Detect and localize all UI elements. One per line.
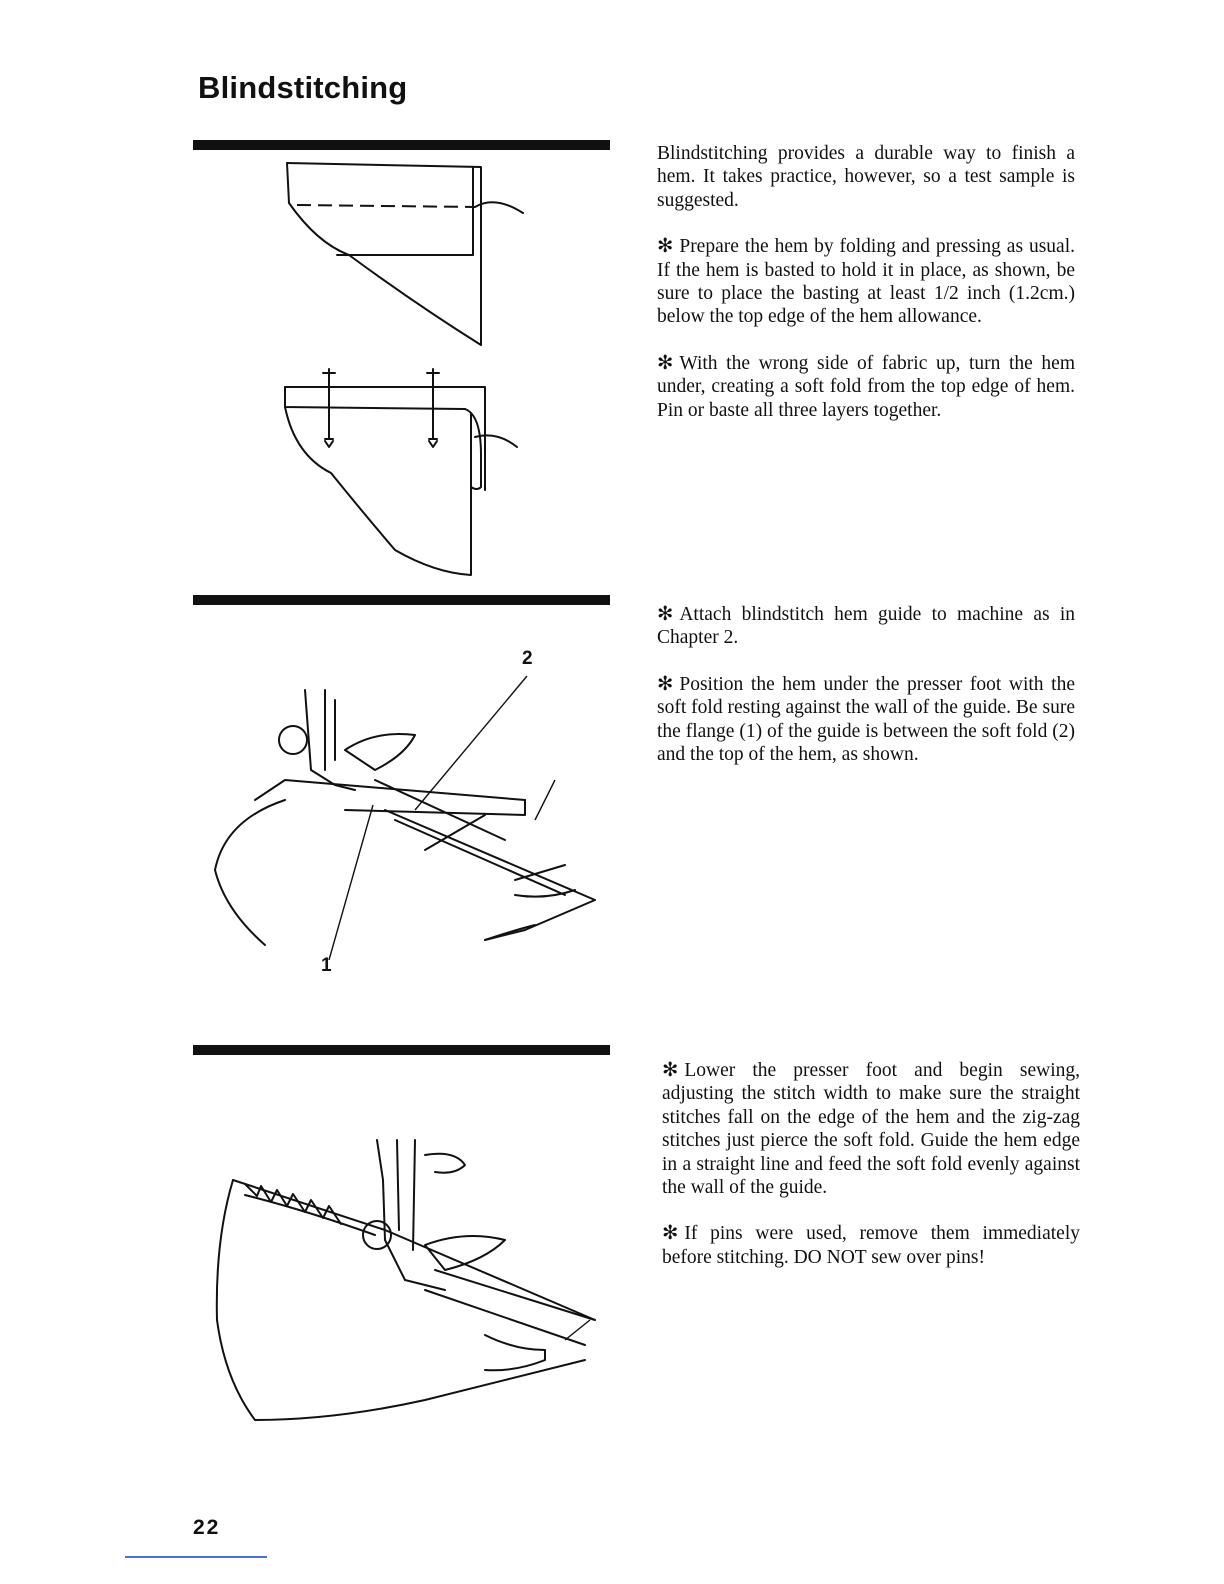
asterisk-icon: ✻ — [662, 1223, 679, 1245]
footer-underline — [125, 1556, 267, 1558]
page-title: Blindstitching — [198, 70, 408, 105]
section-divider-2 — [193, 595, 610, 605]
callout-2-label: 2 — [522, 648, 533, 669]
text-column-3 — [662, 1059, 1080, 1292]
page-number: 22 — [193, 1516, 221, 1539]
hem-folding-illustration — [185, 155, 525, 595]
asterisk-icon: ✻ — [662, 1060, 679, 1081]
step-fold-paragraph: ✻ With the wrong side of fabric up, turn the hem under, creating a soft fold from the top edge of hem. Pin or baste all three layers together. — [657, 352, 1075, 421]
guide-position-illustration — [185, 640, 625, 960]
text-column-1 — [657, 142, 1075, 445]
callout-1-label: 1 — [321, 955, 332, 976]
step-sew-paragraph: ✻ Lower the presser foot and begin sewing, adjusting the stitch width to make sure the straight stitches fall on the edge of the hem and the zig-zag stitches just pierce the soft fold. Guide the hem edge in a straight line and feed the soft fold evenly against the wall of the guide. — [662, 1060, 1080, 1199]
section-divider-3 — [193, 1045, 610, 1055]
step-prepare-paragraph: ✻ Prepare the hem by folding and pressing as usual. If the hem is basted to hold it in place, as shown, be sure to place the basting at least 1/2 inch (1.2cm.) below the top edge of the hem allowance. — [657, 236, 1075, 328]
text-column-2 — [657, 603, 1075, 789]
step-position-paragraph: ✻ Position the hem under the presser foot with the soft fold resting against the wall of the guide. Be sure the flange (1) of the guide is between the soft fold (2) and the top of the hem, as shown. — [657, 673, 1075, 766]
blindstitch-sewing-illustration — [185, 1120, 615, 1470]
asterisk-icon: ✻ — [657, 673, 674, 695]
intro-paragraph: Blindstitching provides a durable way to finish a hem. It takes practice, however, so a test sample is suggested. — [657, 143, 1075, 211]
section-divider-1 — [193, 140, 610, 150]
asterisk-icon: ✻ — [657, 604, 674, 625]
asterisk-icon: ✻ — [657, 236, 674, 258]
step-pins-paragraph: ✻ If pins were used, remove them immediately before stitching. DO NOT sew over pins! — [662, 1223, 1080, 1268]
asterisk-icon: ✻ — [657, 352, 674, 374]
step-attach-paragraph: ✻ Attach blindstitch hem guide to machine as in Chapter 2. — [657, 604, 1075, 649]
